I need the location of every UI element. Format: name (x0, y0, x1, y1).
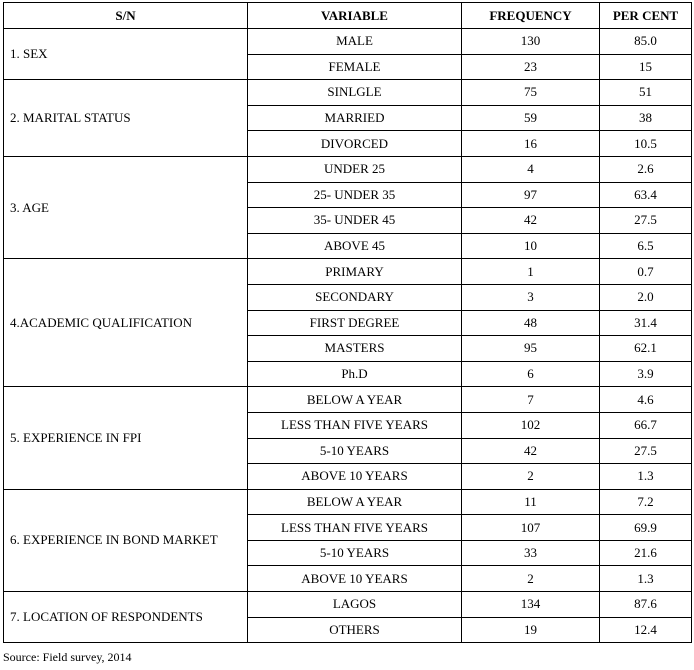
percent-cell: 27.5 (600, 438, 692, 464)
percent-cell: 1.3 (600, 566, 692, 592)
table-row (4, 489, 692, 515)
header-sn: S/N (4, 3, 248, 29)
variable-cell: BELOW A YEAR (248, 387, 462, 413)
variable-cell: MALE (248, 29, 462, 55)
variable-cell: LESS THAN FIVE YEARS (248, 515, 462, 541)
percent-cell: 2.0 (600, 284, 692, 310)
variable-cell: FEMALE (248, 54, 462, 80)
percent-cell: 38 (600, 105, 692, 131)
table-row (4, 259, 692, 285)
table-row (4, 29, 692, 55)
variable-cell: BELOW A YEAR (248, 489, 462, 515)
table-row (4, 387, 692, 413)
group-label: 4.ACADEMIC QUALIFICATION (4, 259, 248, 387)
frequency-cell: 48 (462, 310, 600, 336)
header-frequency: FREQUENCY (462, 3, 600, 29)
variable-cell: ABOVE 45 (248, 233, 462, 259)
variable-cell: SINLGLE (248, 80, 462, 106)
percent-cell: 1.3 (600, 464, 692, 490)
frequency-cell: 75 (462, 80, 600, 106)
percent-cell: 7.2 (600, 489, 692, 515)
frequency-cell: 42 (462, 208, 600, 234)
table-row (4, 592, 692, 618)
percent-cell: 87.6 (600, 592, 692, 618)
variable-cell: OTHERS (248, 617, 462, 643)
table-body (4, 29, 692, 643)
frequency-cell: 23 (462, 54, 600, 80)
percent-cell: 21.6 (600, 540, 692, 566)
group-label: 1. SEX (4, 29, 248, 80)
frequency-cell: 33 (462, 540, 600, 566)
header-variable: VARIABLE (248, 3, 462, 29)
frequency-cell: 134 (462, 592, 600, 618)
frequency-cell: 42 (462, 438, 600, 464)
frequency-cell: 97 (462, 182, 600, 208)
header-row (4, 3, 692, 29)
variable-cell: 25- UNDER 35 (248, 182, 462, 208)
variable-cell: ABOVE 10 YEARS (248, 566, 462, 592)
frequency-cell: 6 (462, 361, 600, 387)
frequency-cell: 10 (462, 233, 600, 259)
frequency-cell: 19 (462, 617, 600, 643)
percent-cell: 4.6 (600, 387, 692, 413)
header-percent: PER CENT (600, 3, 692, 29)
frequency-cell: 4 (462, 156, 600, 182)
frequency-cell: 130 (462, 29, 600, 55)
variable-cell: LAGOS (248, 592, 462, 618)
frequency-cell: 95 (462, 336, 600, 362)
variable-cell: MARRIED (248, 105, 462, 131)
percent-cell: 0.7 (600, 259, 692, 285)
percent-cell: 12.4 (600, 617, 692, 643)
frequency-cell: 1 (462, 259, 600, 285)
variable-cell: LESS THAN FIVE YEARS (248, 412, 462, 438)
percent-cell: 3.9 (600, 361, 692, 387)
frequency-cell: 2 (462, 566, 600, 592)
variable-cell: DIVORCED (248, 131, 462, 157)
percent-cell: 69.9 (600, 515, 692, 541)
group-label: 5. EXPERIENCE IN FPI (4, 387, 248, 489)
percent-cell: 62.1 (600, 336, 692, 362)
frequency-cell: 7 (462, 387, 600, 413)
variable-cell: UNDER 25 (248, 156, 462, 182)
frequency-cell: 3 (462, 284, 600, 310)
percent-cell: 2.6 (600, 156, 692, 182)
percent-cell: 31.4 (600, 310, 692, 336)
variable-cell: ABOVE 10 YEARS (248, 464, 462, 490)
group-label: 7. LOCATION OF RESPONDENTS (4, 592, 248, 643)
variable-cell: 35- UNDER 45 (248, 208, 462, 234)
frequency-cell: 11 (462, 489, 600, 515)
variable-cell: MASTERS (248, 336, 462, 362)
frequency-cell: 107 (462, 515, 600, 541)
variable-cell: 5-10 YEARS (248, 540, 462, 566)
percent-cell: 15 (600, 54, 692, 80)
table-row (4, 156, 692, 182)
percent-cell: 51 (600, 80, 692, 106)
percent-cell: 66.7 (600, 412, 692, 438)
variable-cell: PRIMARY (248, 259, 462, 285)
table-row (4, 80, 692, 106)
group-label: 2. MARITAL STATUS (4, 80, 248, 157)
frequency-cell: 16 (462, 131, 600, 157)
percent-cell: 85.0 (600, 29, 692, 55)
source-note: Source: Field survey, 2014 (3, 650, 132, 664)
frequency-cell: 102 (462, 412, 600, 438)
frequency-cell: 59 (462, 105, 600, 131)
group-label: 3. AGE (4, 156, 248, 258)
percent-cell: 6.5 (600, 233, 692, 259)
group-label: 6. EXPERIENCE IN BOND MARKET (4, 489, 248, 591)
variable-cell: Ph.D (248, 361, 462, 387)
percent-cell: 63.4 (600, 182, 692, 208)
respondents-table (3, 2, 692, 643)
percent-cell: 10.5 (600, 131, 692, 157)
percent-cell: 27.5 (600, 208, 692, 234)
variable-cell: SECONDARY (248, 284, 462, 310)
variable-cell: 5-10 YEARS (248, 438, 462, 464)
variable-cell: FIRST DEGREE (248, 310, 462, 336)
frequency-cell: 2 (462, 464, 600, 490)
